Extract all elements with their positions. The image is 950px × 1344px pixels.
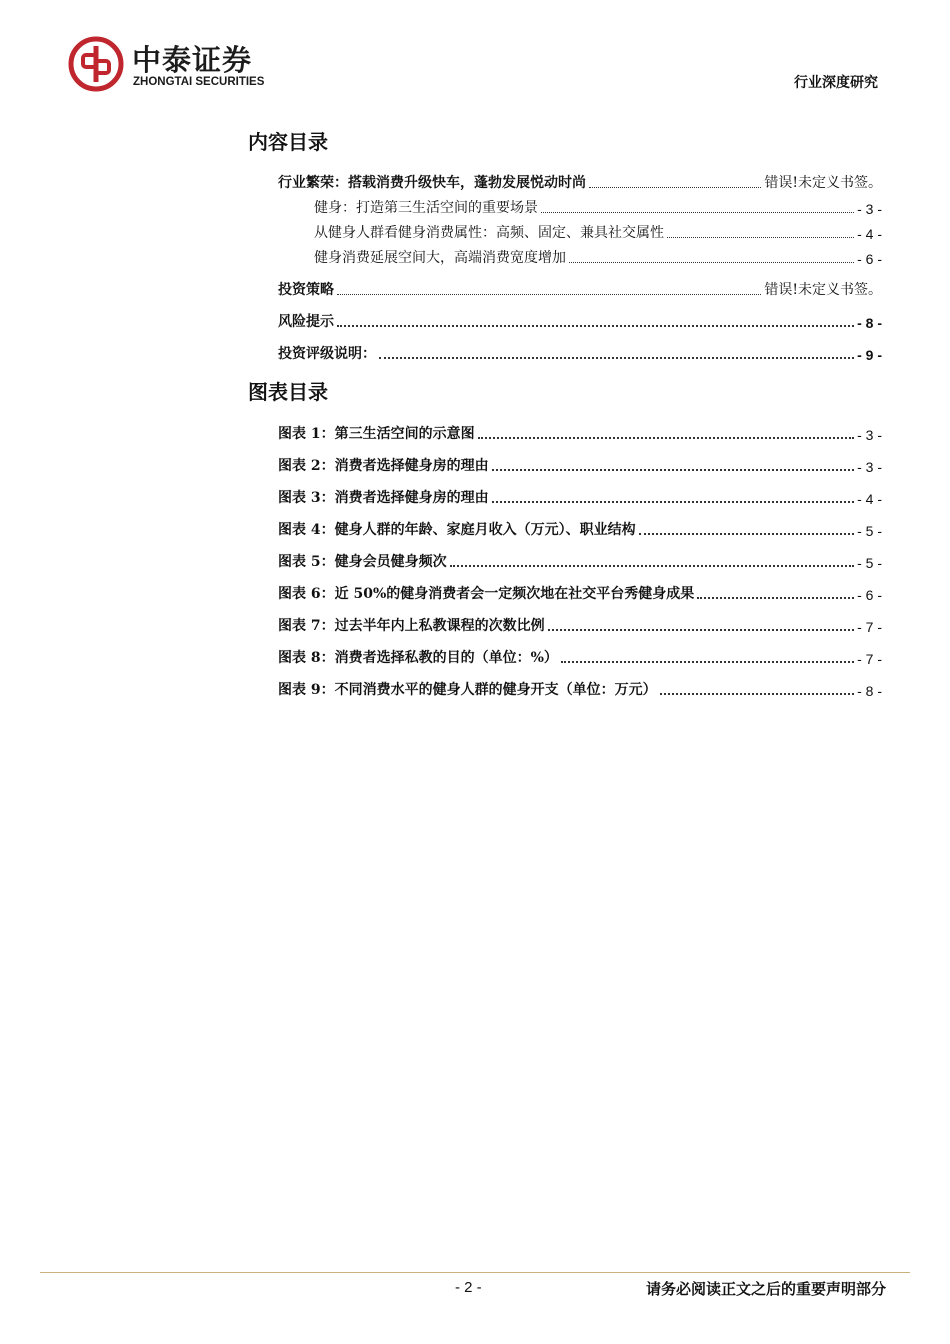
toc-leader-dots xyxy=(660,693,854,695)
toc-entry-page: 错误!未定义书签。 xyxy=(764,175,882,191)
figure-entry-5[interactable] xyxy=(278,551,882,571)
company-logo xyxy=(68,36,288,96)
footer-divider xyxy=(40,1272,910,1273)
toc-entry-title: 行业繁荣：搭载消费升级快车，蓬勃发展悦动时尚 xyxy=(278,175,586,191)
toc-leader-dots xyxy=(337,294,761,295)
toc-leader-dots xyxy=(569,262,854,263)
toc-entry-title: 健身消费延展空间大，高端消费宽度增加 xyxy=(314,250,566,266)
figure-entry-page: - 7 - xyxy=(857,651,882,667)
figure-entry-7[interactable] xyxy=(278,615,882,635)
toc-leader-dots xyxy=(589,187,761,188)
figure-entry-page: - 3 - xyxy=(857,459,882,475)
toc-entry-page: - 4 - xyxy=(857,226,882,242)
toc-leader-dots xyxy=(337,325,854,327)
figure-entry-1[interactable] xyxy=(278,423,882,443)
figure-entry-title: 图表 8：消费者选择私教的目的（单位：%） xyxy=(278,650,558,666)
toc-leader-dots xyxy=(561,661,854,663)
toc-entry-expansion[interactable] xyxy=(314,247,882,267)
toc-entry-consumer-attributes[interactable] xyxy=(314,222,882,242)
toc-leader-dots xyxy=(697,597,854,599)
toc-leader-dots xyxy=(492,469,854,471)
figure-entry-title: 图表 2：消费者选择健身房的理由 xyxy=(278,458,489,474)
figure-entry-title: 图表 9：不同消费水平的健身人群的健身开支（单位：万元） xyxy=(278,682,657,698)
toc-leader-dots xyxy=(541,212,854,213)
toc-entry-page: - 9 - xyxy=(857,347,882,363)
toc-entry-title: 风险提示 xyxy=(278,314,334,330)
figure-entry-page: - 3 - xyxy=(857,427,882,443)
figure-entry-page: - 8 - xyxy=(857,683,882,699)
toc-entry-title: 投资评级说明： xyxy=(278,346,376,362)
toc-entry-page: 错误!未定义书签。 xyxy=(764,282,882,298)
toc-entry-risk[interactable] xyxy=(278,311,882,331)
footer-disclaimer: 请务必阅读正文之后的重要声明部分 xyxy=(645,1280,886,1298)
figure-entry-4[interactable] xyxy=(278,519,882,539)
toc-leader-dots xyxy=(639,533,854,535)
toc-entry-page: - 3 - xyxy=(857,201,882,217)
toc-entry-title: 从健身人群看健身消费属性：高频、固定、兼具社交属性 xyxy=(314,225,664,241)
figure-entry-page: - 7 - xyxy=(857,619,882,635)
figure-entry-3[interactable] xyxy=(278,487,882,507)
toc-entry-title: 投资策略 xyxy=(278,282,334,298)
toc-leader-dots xyxy=(379,357,854,359)
figure-entry-title: 图表 5：健身会员健身频次 xyxy=(278,554,447,570)
page-number: - 2 - xyxy=(455,1279,482,1296)
figure-entry-8[interactable] xyxy=(278,647,882,667)
contents-title: 内容目录 xyxy=(248,130,328,154)
toc-entry-strategy[interactable] xyxy=(278,279,882,299)
figure-entry-title: 图表 6：近 50%的健身消费者会一定频次地在社交平台秀健身成果 xyxy=(278,586,695,602)
figure-entry-2[interactable] xyxy=(278,455,882,475)
figure-entry-title: 图表 4：健身人群的年龄、家庭月收入（万元）、职业结构 xyxy=(278,522,636,538)
figure-entry-title: 图表 7：过去半年内上私教课程的次数比例 xyxy=(278,618,545,634)
figure-entry-title: 图表 1：第三生活空间的示意图 xyxy=(278,426,475,442)
figures-title: 图表目录 xyxy=(248,380,328,404)
figure-entry-page: - 5 - xyxy=(857,523,882,539)
figure-entry-page: - 6 - xyxy=(857,587,882,603)
toc-leader-dots xyxy=(492,501,854,503)
toc-leader-dots xyxy=(478,437,854,439)
report-type-label: 行业深度研究 xyxy=(794,75,878,91)
toc-entry-fitness-space[interactable] xyxy=(314,197,882,217)
figure-entry-page: - 5 - xyxy=(857,555,882,571)
zhongtai-logo-icon xyxy=(68,36,124,92)
toc-entry-page: - 6 - xyxy=(857,251,882,267)
toc-entry-page: - 8 - xyxy=(857,315,882,331)
figure-entry-title: 图表 3：消费者选择健身房的理由 xyxy=(278,490,489,506)
toc-leader-dots xyxy=(548,629,854,631)
logo-text-en: ZHONGTAI SECURITIES xyxy=(133,76,265,88)
toc-entry-rating[interactable] xyxy=(278,343,882,363)
toc-entry-industry[interactable] xyxy=(278,172,882,192)
toc-leader-dots xyxy=(667,237,854,238)
figure-entry-9[interactable] xyxy=(278,679,882,699)
figure-entry-page: - 4 - xyxy=(857,491,882,507)
toc-leader-dots xyxy=(450,565,854,567)
logo-text-cn: 中泰证券 xyxy=(132,43,253,77)
figure-entry-6[interactable] xyxy=(278,583,882,603)
toc-entry-title: 健身：打造第三生活空间的重要场景 xyxy=(314,200,538,216)
